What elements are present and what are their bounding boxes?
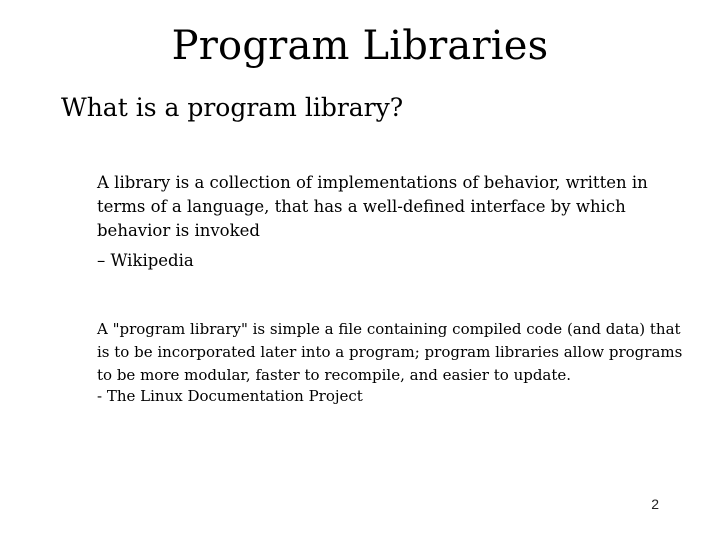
wikipedia-definition: A library is a collection of implementations of behavior, written in terms of a language, that has a well-defined interface by which behavior is invoked [97, 173, 648, 240]
page-number: 2 [651, 496, 659, 512]
tldp-attribution: - The Linux Documentation Project [97, 387, 363, 405]
tldp-definition: A "program library" is simple a file containing compiled code (and data) that is to be incorporated later into a program; program libraries allow programs to be more modular, faster to recompile, and easier to update. [97, 320, 683, 384]
question-heading: What is a program library? [61, 93, 404, 122]
wikipedia-attribution: – Wikipedia [97, 251, 194, 270]
slide-title: Program Libraries [171, 23, 549, 69]
